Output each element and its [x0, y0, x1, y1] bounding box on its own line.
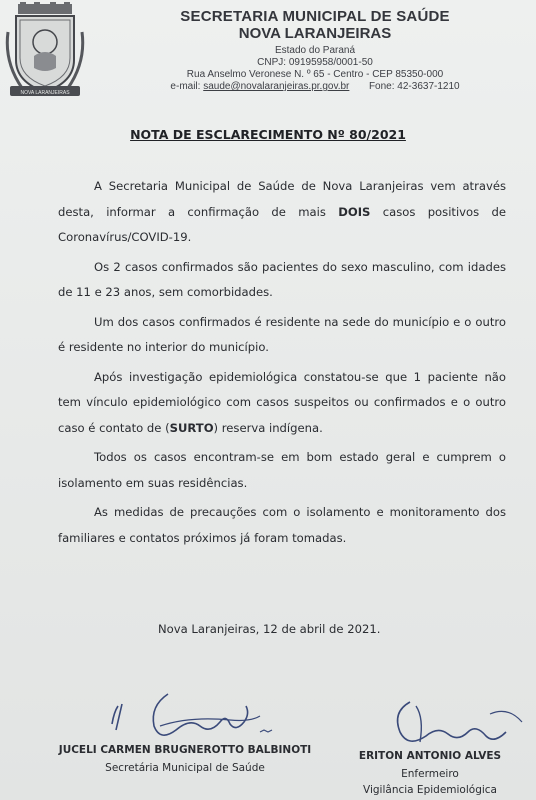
header-contact: [100, 81, 530, 93]
header-address: Rua Anselmo Veronese N. º 65 - Centro - CEP 85350-000: [186, 69, 444, 80]
email-link[interactable]: saude@novalaranjeiras.pr.gov.br: [203, 81, 350, 92]
date-line: Nova Laranjeiras, 12 de abril de 2021.: [158, 622, 381, 636]
header-cnpj: CNPJ: 09195958/0001-50: [257, 57, 373, 68]
signer-2-department: Vigilância Epidemiológica: [363, 784, 497, 796]
header-line1: SECRETARIA MUNICIPAL DE SAÚDE: [180, 8, 450, 25]
signer-2-name: ERITON ANTONIO ALVES: [358, 750, 502, 762]
email-label: e-mail:: [170, 81, 201, 92]
paragraph-1: A Secretaria Municipal de Saúde de Nova Laranjeiras vem através desta, informar a confirmação de mais DOIS casos positivos de Coronavírus/COVID-19.: [58, 179, 506, 244]
handwritten-signature-2: [330, 692, 530, 752]
phone-text: Fone: 42-3637-1210: [368, 81, 460, 92]
signer-1-name: JUCELI CARMEN BRUGNEROTTO BALBINOTI: [58, 744, 312, 756]
paragraph-2: Os 2 casos confirmados são pacientes do sexo masculino, com idades de 11 e 23 anos, sem comorbidades.: [58, 259, 506, 299]
signer-1-role: Secretária Municipal de Saúde: [105, 762, 265, 774]
letterhead: [100, 8, 530, 93]
paragraph-6: As medidas de precauções com o isolamento e monitoramento dos familiares e contatos próximos já foram tomadas.: [58, 505, 506, 545]
paragraph-3: Um dos casos confirmados é residente na sede do município e o outro é residente no interior do município.: [58, 314, 506, 354]
document-body: [58, 174, 506, 555]
signature-block-2: [330, 692, 530, 798]
signature-block-1: [50, 686, 320, 786]
document-title: NOTA DE ESCLARECIMENTO Nº 80/2021: [130, 127, 406, 142]
header-state: Estado do Paraná: [274, 45, 356, 56]
svg-text:NOVA LARANJEIRAS: NOVA LARANJEIRAS: [20, 90, 70, 96]
signer-2-role: Enfermeiro: [401, 768, 459, 780]
paragraph-5: Todos os casos encontram-se em bom estado geral e cumprem o isolamento em suas residências.: [58, 450, 506, 490]
paragraph-4: Após investigação epidemiológica constatou-se que 1 paciente não tem vínculo epidemiológico com casos suspeitos ou confirmados e o outro caso é contato de (SURTO) reserva indígena.: [58, 369, 506, 435]
municipal-crest-logo: [4, 2, 86, 100]
handwritten-signature-1: [50, 686, 320, 746]
header-line2: NOVA LARANJEIRAS: [238, 25, 392, 42]
